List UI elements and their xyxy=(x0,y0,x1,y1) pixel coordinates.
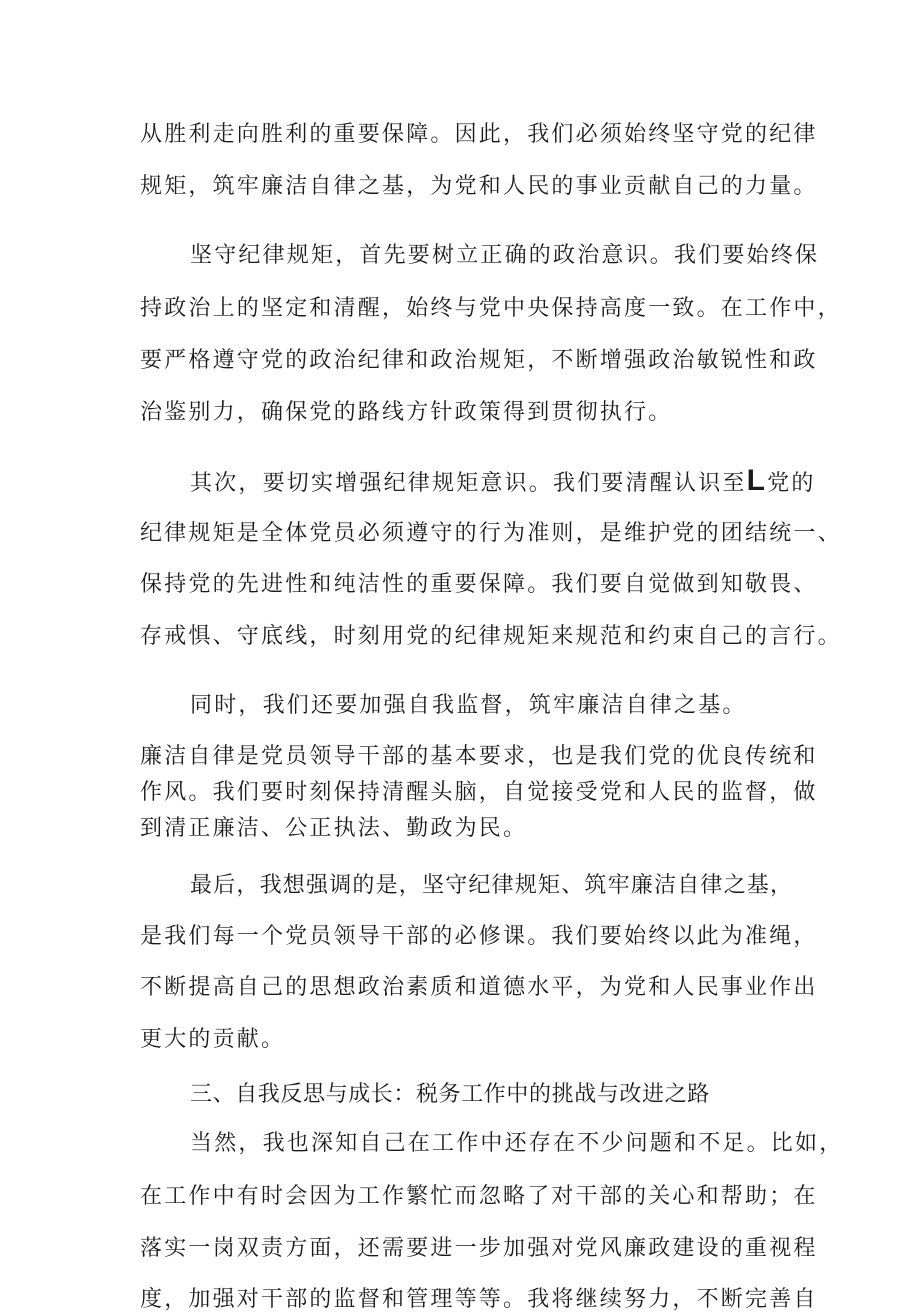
text-line: 要严格遵守党的政治纪律和政治规矩，不断增强政治敏锐性和政 xyxy=(140,348,818,373)
text-line: 保持党的先进性和纯洁性的重要保障。我们要自觉做到知敬畏、 xyxy=(140,572,818,597)
text-line: 存戒惧、守底线，时刻用党的纪律规矩来规范和约束自己的言行。 xyxy=(140,624,842,649)
text-line: 不断提高自己的思想政治素质和道德水平，为党和人民事业作出 xyxy=(140,975,818,1000)
section-heading: 三、自我反思与成长：税务工作中的挑战与改进之路 xyxy=(190,1082,710,1107)
text-line: 到清正廉洁、公正执法、勤政为民。 xyxy=(140,816,528,841)
text-line: 是我们每一个党员领导干部的必修课。我们要始终以此为准绳， xyxy=(140,924,818,949)
paragraph-start-line: 同时，我们还要加强自我监督，筑牢廉洁自律之基。 xyxy=(190,693,747,718)
paragraph-start-line: 当然，我也深知自己在工作中还存在不少问题和不足。比如， xyxy=(190,1131,844,1156)
text-segment: 其次，要切实增强纪律规矩意识。我们要清醒认识至 xyxy=(190,471,747,496)
paragraph-start-line xyxy=(190,466,816,499)
text-line: 从胜利走向胜利的重要保障。因此，我们必须始终坚守党的纪律 xyxy=(140,122,818,147)
text-line: 规矩，筑牢廉洁自律之基，为党和人民的事业贡献自己的力量。 xyxy=(140,174,818,199)
text-line: 持政治上的坚定和清醒，始终与党中央保持高度一致。在工作中， xyxy=(140,296,842,321)
text-line: 廉洁自律是党员领导干部的基本要求，也是我们党的优良传统和 xyxy=(140,744,818,769)
text-line: 度，加强对干部的监督和管理等等。我将继续努力，不断完善自 xyxy=(140,1287,818,1312)
text-line: 更大的贡献。 xyxy=(140,1027,286,1052)
paragraph-start-line: 坚守纪律规矩，首先要树立正确的政治意识。我们要始终保 xyxy=(190,243,820,268)
text-segment: 党的 xyxy=(767,471,816,496)
text-line: 治鉴别力，确保党的路线方针政策得到贯彻执行。 xyxy=(140,400,673,425)
text-line: 纪律规矩是全体党员必须遵守的行为准则，是维护党的团结统一、 xyxy=(140,521,842,546)
paragraph-start-line: 最后，我想强调的是，坚守纪律规矩、筑牢廉洁自律之基， xyxy=(190,873,794,898)
stray-glyph: L xyxy=(746,464,768,497)
text-line: 在工作中有时会因为工作繁忙而忽略了对干部的关心和帮助；在 xyxy=(140,1184,818,1209)
text-line: 作风。我们要时刻保持清醒头脑，自觉接受党和人民的监督，做 xyxy=(140,780,818,805)
text-line: 落实一岗双责方面，还需要进一步加强对党风廉政建设的重视程 xyxy=(140,1236,818,1261)
